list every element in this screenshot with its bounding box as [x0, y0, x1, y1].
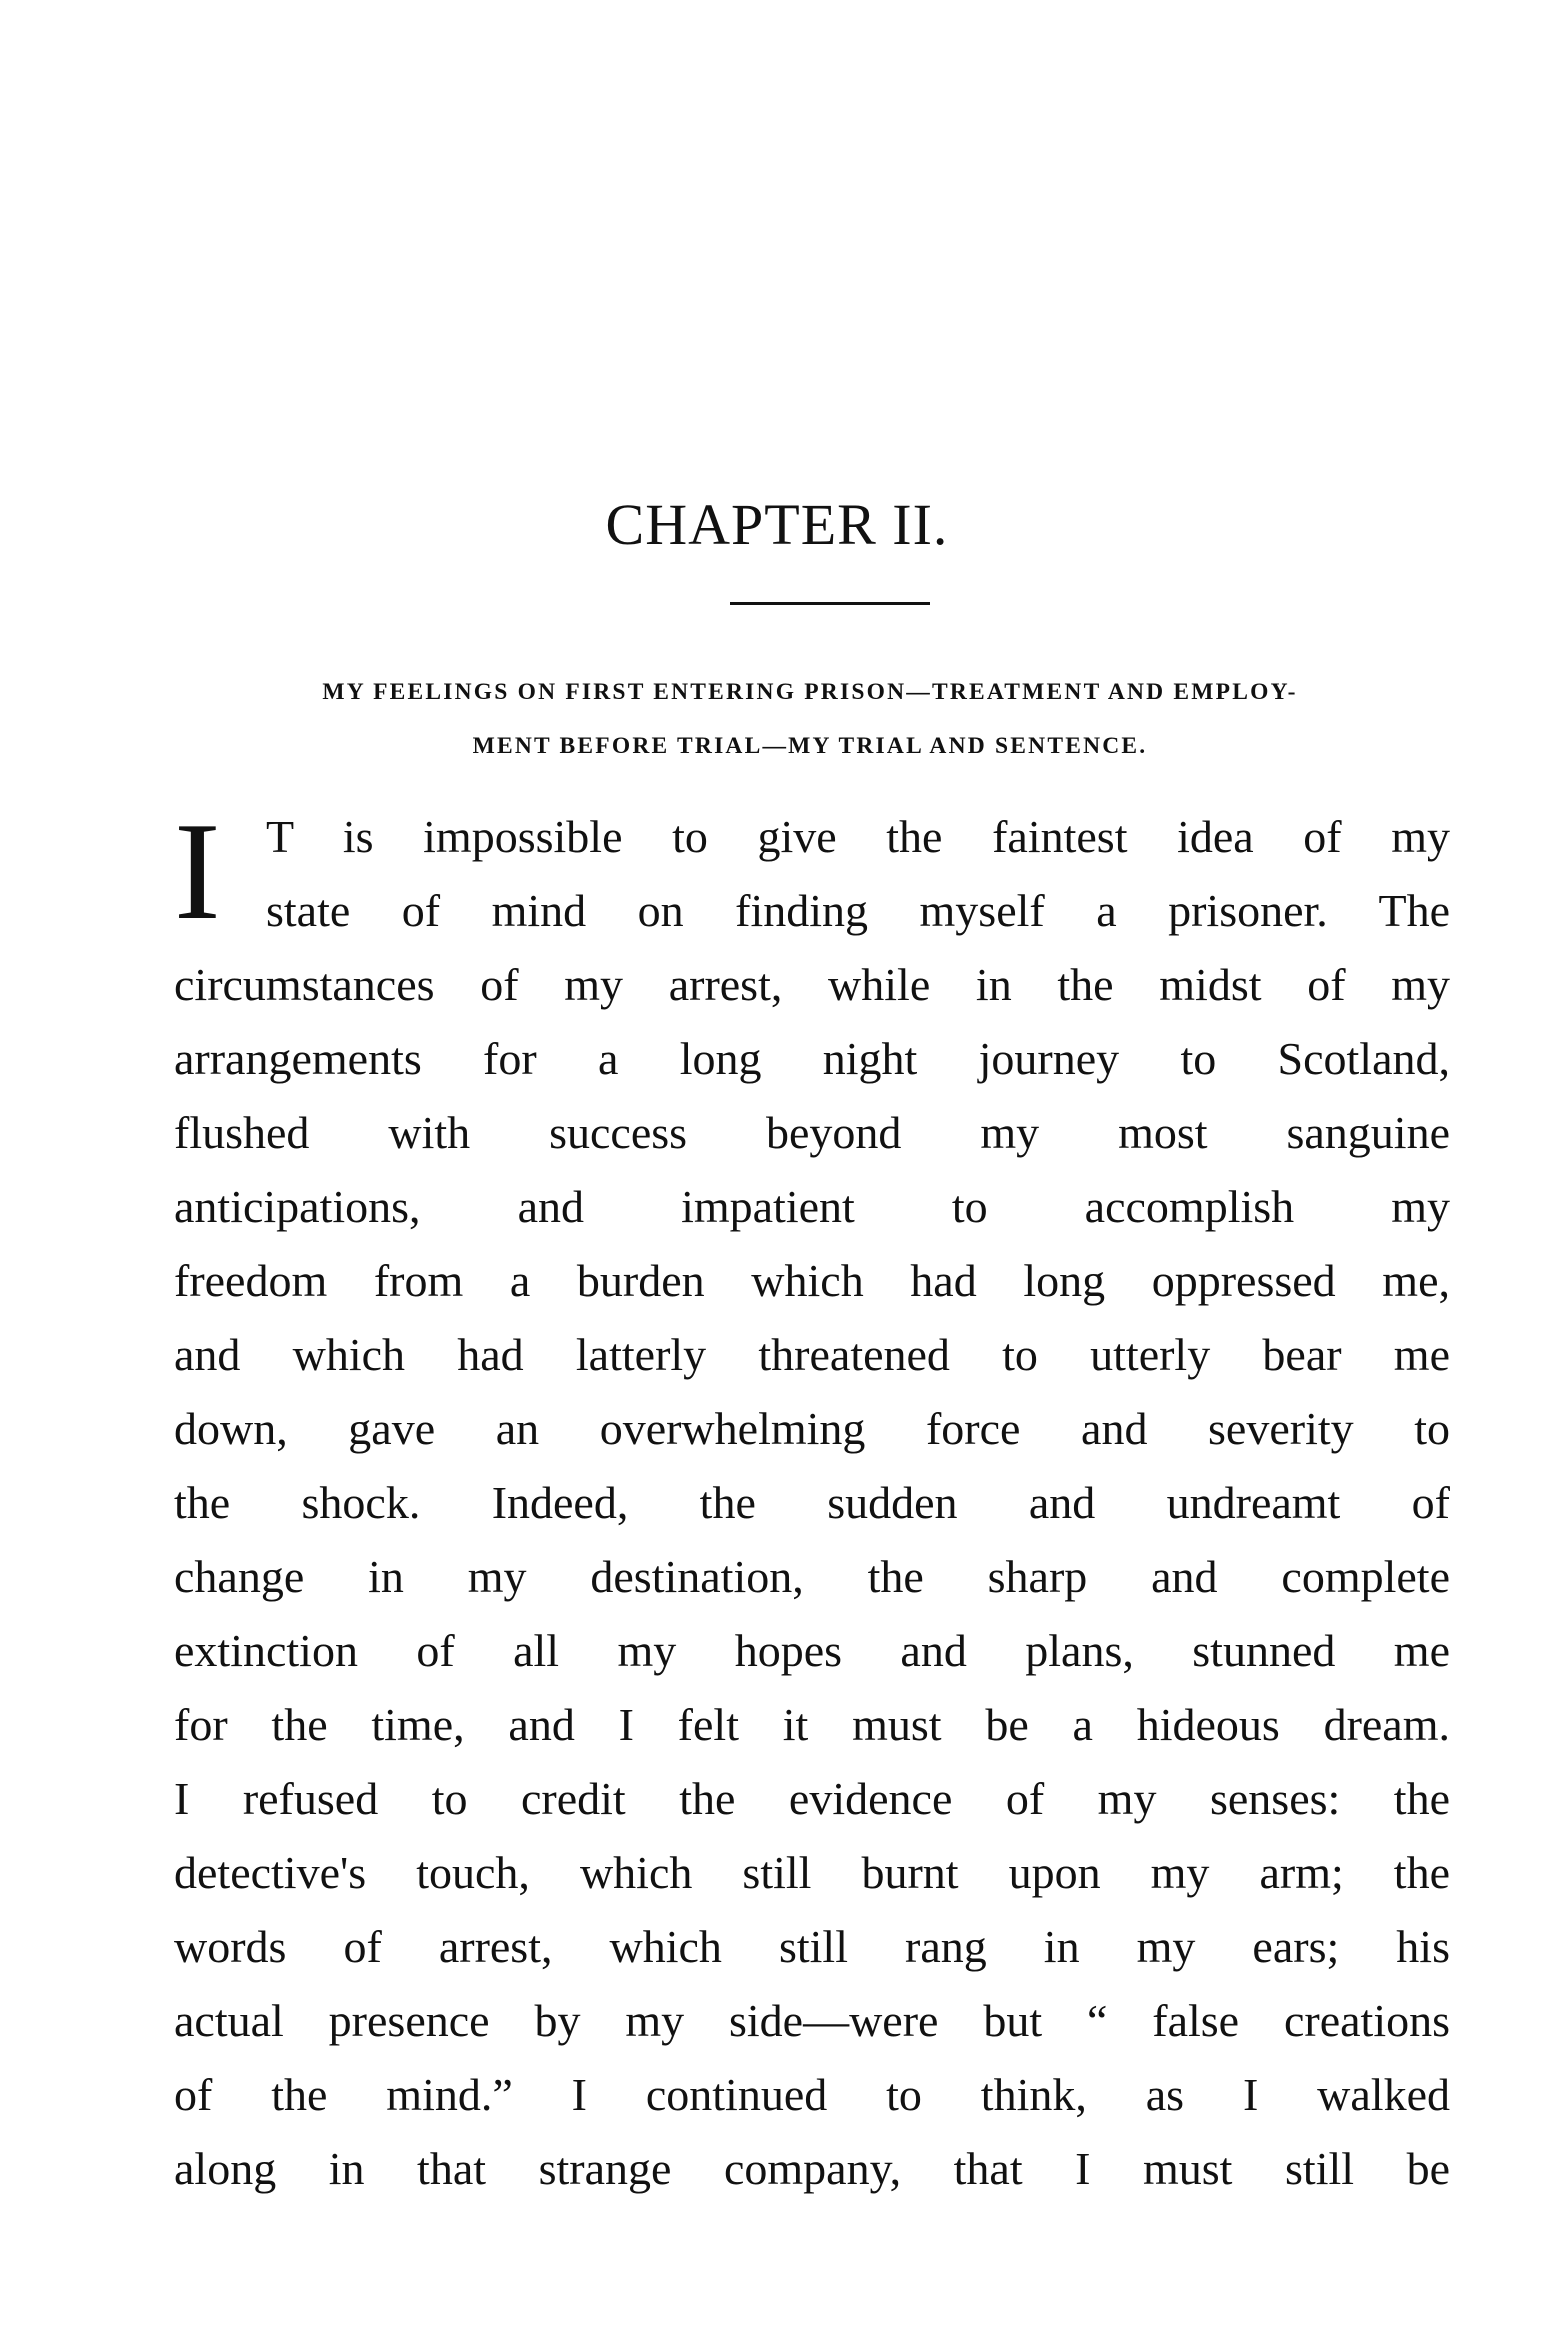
chapter-title: CHAPTER II.: [605, 492, 949, 557]
body-paragraph: [174, 794, 1450, 2206]
chapter-summary: [170, 665, 1450, 773]
body-line-19: along in that strange company, that I must still be: [174, 2143, 1450, 2194]
body-line-6: anticipations, and impatient to accomplish my: [174, 1181, 1450, 1232]
body-line-5: flushed with success beyond my most sanguine: [174, 1107, 1450, 1158]
body-line-3: circumstances of my arrest, while in the midst of my: [174, 959, 1450, 1010]
body-line-17: actual presence by my side—were but “ false creations: [174, 1995, 1450, 2046]
chapter-summary-line-2: MENT BEFORE TRIAL—MY TRIAL AND SENTENCE.: [472, 733, 1148, 759]
chapter-summary-line-1: MY FEELINGS ON FIRST ENTERING PRISON—TREATMENT AND EMPLOY-: [322, 679, 1298, 705]
body-line-2: state of mind on finding myself a prisoner. The: [266, 885, 1450, 936]
title-divider-rule: [730, 602, 930, 605]
body-line-16: words of arrest, which still rang in my ears; his: [174, 1921, 1450, 1972]
body-line-4: arrangements for a long night journey to Scotland,: [174, 1033, 1450, 1084]
body-line-10: the shock. Indeed, the sudden and undreamt of: [174, 1477, 1450, 1528]
body-line-18: of the mind.” I continued to think, as I walked: [174, 2069, 1450, 2120]
body-line-8: and which had latterly threatened to utterly bear me: [174, 1329, 1450, 1380]
body-line-14: I refused to credit the evidence of my senses: the: [174, 1773, 1450, 1824]
body-line-7: freedom from a burden which had long oppressed me,: [174, 1255, 1450, 1306]
body-line-12: extinction of all my hopes and plans, stunned me: [174, 1625, 1450, 1676]
body-line-15: detective's touch, which still burnt upon my arm; the: [174, 1847, 1450, 1898]
body-line-13: for the time, and I felt it must be a hideous dream.: [174, 1699, 1450, 1750]
body-line-1: T is impossible to give the faintest idea of my: [266, 811, 1450, 862]
body-line-9: down, gave an overwhelming force and severity to: [174, 1403, 1450, 1454]
drop-cap-letter: I: [174, 794, 221, 949]
body-line-11: change in my destination, the sharp and complete: [174, 1551, 1450, 1602]
